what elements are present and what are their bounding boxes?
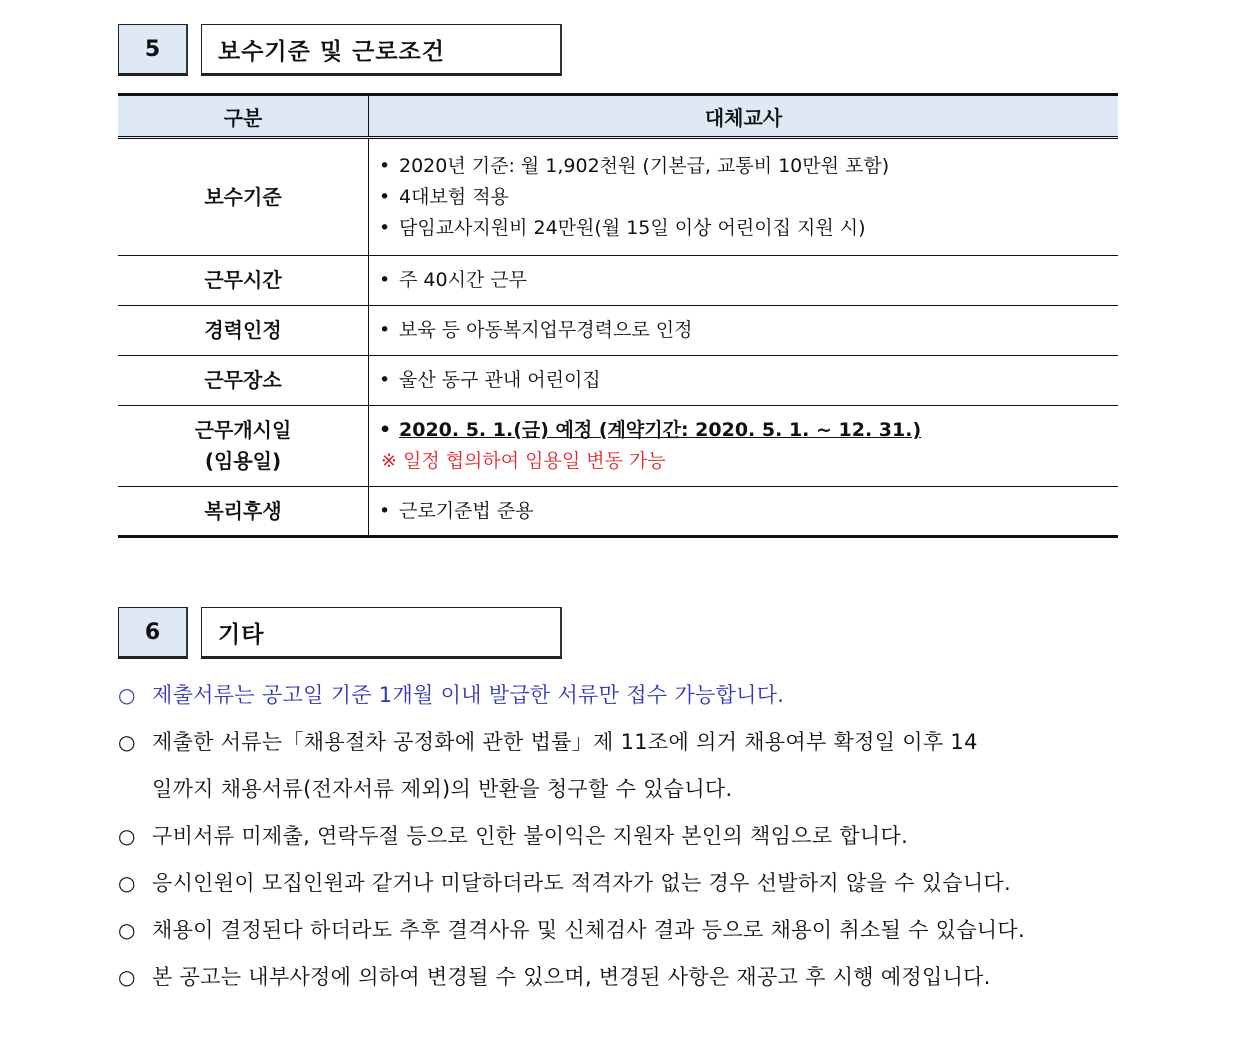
row-content <box>369 406 1119 487</box>
table-row <box>118 487 1118 537</box>
row-content <box>369 306 1119 356</box>
conditions-table <box>118 93 1118 538</box>
section-number: 6 <box>118 607 188 659</box>
circle-bullet-icon: ○ <box>118 824 136 848</box>
note-item: ○ 채용이 결정된다 하더라도 추후 결격사유 및 신체검사 결과 등으로 채용이 취소될 수 있습니다. <box>118 907 1118 954</box>
table-row <box>118 356 1118 406</box>
circle-bullet-icon: ○ <box>118 730 136 754</box>
section-title: 기타 <box>201 607 562 659</box>
table-row <box>118 306 1118 356</box>
table-row <box>118 138 1118 256</box>
section-number: 5 <box>118 24 188 76</box>
row-label-line: 근무개시일 <box>194 418 292 442</box>
list-item: • 2020년 기준: 월 1,902천원 (기본급, 교통비 10만원 포함) <box>379 154 890 177</box>
row-label: 경력인정 <box>118 306 369 356</box>
list-item: • 2020. 5. 1.(금) 예정 (계약기간: 2020. 5. 1. ~ 12. 31.) <box>379 419 922 441</box>
row-label-line: (임용일) <box>204 449 282 473</box>
table-row <box>118 256 1118 306</box>
column-header-category: 구분 <box>118 95 369 138</box>
list-item: • 주 40시간 근무 <box>379 269 528 291</box>
circle-bullet-icon: ○ <box>118 918 136 942</box>
note-item: ○ 응시인원이 모집인원과 같거나 미달하더라도 적격자가 없는 경우 선발하지 않을 수 있습니다. <box>118 860 1118 907</box>
circle-bullet-icon: ○ <box>118 683 136 707</box>
list-item: • 4대보험 적용 <box>379 185 509 208</box>
schedule-note: ※ 일정 협의하여 임용일 변동 가능 <box>381 450 666 472</box>
section-title: 보수기준 및 근로조건 <box>201 24 562 76</box>
list-item: • 담임교사지원비 24만원(월 15일 이상 어린이집 지원 시) <box>379 216 866 239</box>
note-item: ○ 제출한 서류는「채용절차 공정화에 관한 법률」제 11조에 의거 채용여부 확정일 이후 14 <box>118 719 1118 766</box>
row-label: 복리후생 <box>118 487 369 537</box>
row-label: 근무장소 <box>118 356 369 406</box>
row-content <box>369 356 1119 406</box>
list-item: • 보육 등 아동복지업무경력으로 인정 <box>379 319 693 341</box>
table-header-row <box>118 95 1118 138</box>
note-item: ○ 구비서류 미제출, 연락두절 등으로 인한 불이익은 지원자 본인의 책임으로 합니다. <box>118 813 1118 860</box>
note-item: ○ 제출서류는 공고일 기준 1개월 이내 발급한 서류만 접수 가능합니다. <box>118 672 1118 719</box>
note-item: ○ 본 공고는 내부사정에 의하여 변경될 수 있으며, 변경된 사항은 재공고 후 시행 예정입니다. <box>118 954 1118 1001</box>
row-content <box>369 138 1119 256</box>
column-header-substitute-teacher: 대체교사 <box>369 95 1119 138</box>
list-item: • 근로기준법 준용 <box>379 499 534 522</box>
note-item-continuation: 일까지 채용서류(전자서류 제외)의 반환을 청구할 수 있습니다. <box>152 777 733 801</box>
circle-bullet-icon: ○ <box>118 965 136 989</box>
list-item: • 울산 동구 관내 어린이집 <box>379 369 601 391</box>
row-label: 근무시간 <box>118 256 369 306</box>
row-content <box>369 487 1119 537</box>
row-content <box>369 256 1119 306</box>
row-label: 보수기준 <box>118 138 369 256</box>
circle-bullet-icon: ○ <box>118 871 136 895</box>
row-label <box>118 406 369 487</box>
table-row <box>118 406 1118 487</box>
notes-list <box>118 672 1118 1001</box>
